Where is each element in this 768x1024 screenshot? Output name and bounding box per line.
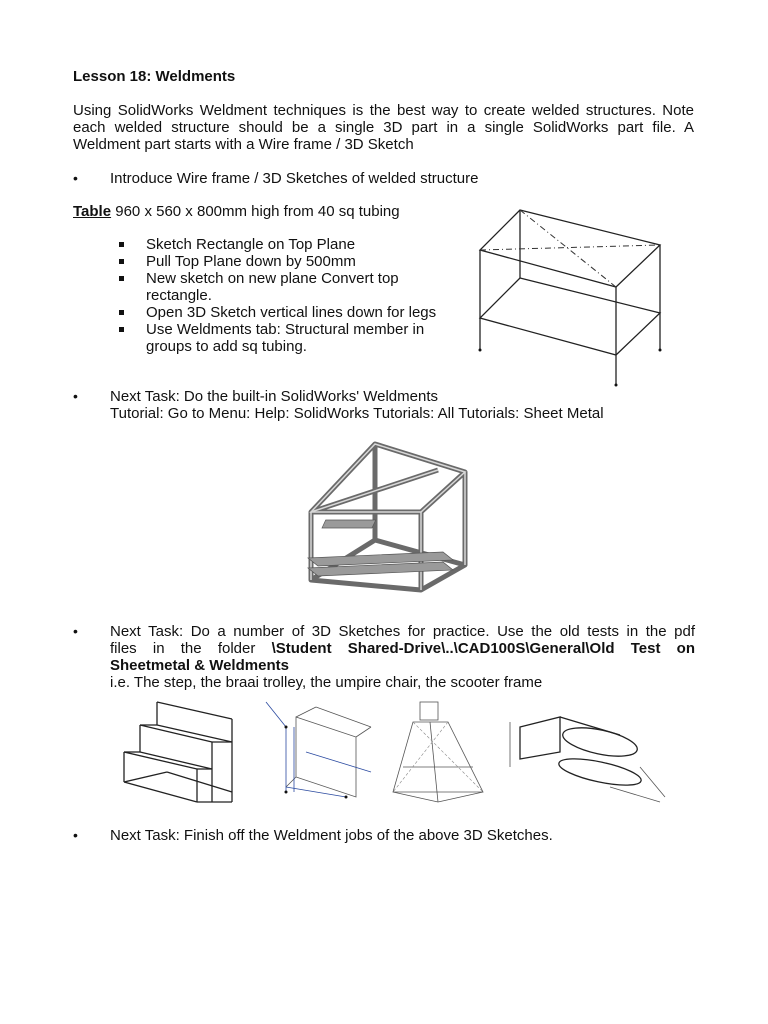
scooter-frame-sketch-figure — [500, 697, 668, 809]
square-bullet-icon — [119, 259, 124, 264]
intro-paragraph — [73, 102, 694, 153]
step-item-continued: groups to add sq tubing. — [146, 338, 307, 355]
table-steps-list — [119, 236, 449, 355]
bullet-icon: • — [73, 623, 78, 639]
step-item: New sketch on new plane Convert top — [119, 270, 449, 287]
bullet-icon: • — [73, 827, 78, 843]
square-bullet-icon — [119, 242, 124, 247]
lesson-title: Lesson 18: Weldments — [73, 68, 236, 85]
table-description: 960 x 560 x 800mm high from 40 sq tubing — [115, 203, 400, 220]
task-practice-sketches: Next Task: Do a number of 3D Sketches for practice. Use the old tests in the pdf files in the folder \Student Shared-Drive\..\CAD100S\General\Old Test on Sheetmetal & Weldments i.e. The step, the braai trolley, the umpire chair, the scooter frame — [110, 623, 696, 691]
table-wireframe-figure — [472, 205, 662, 390]
intro-line: Weldment part starts with a Wire frame / 3D Sketch — [73, 136, 414, 153]
bullet-icon: • — [73, 388, 78, 404]
square-bullet-icon — [119, 276, 124, 281]
folder-path-line: files in the folder \Student Shared-Drive\..\CAD100S\General\Old Test on — [110, 640, 696, 657]
bullet-text: Introduce Wire frame / 3D Sketches of welded structure — [110, 170, 479, 187]
square-bullet-icon — [119, 310, 124, 315]
task-finish-weldments: Next Task: Finish off the Weldment jobs of the above 3D Sketches. — [110, 827, 553, 844]
step-item-continued: rectangle. — [146, 287, 212, 304]
table-spec — [73, 203, 400, 220]
weldment-frame-render — [303, 440, 473, 605]
table-label: Table — [73, 203, 112, 220]
task-weldments-tutorial: Next Task: Do the built-in SolidWorks' Weldments Tutorial: Go to Menu: Help: SolidWorks Tutorials: All Tutorials: Sheet Metal — [110, 388, 604, 422]
folder-path: \Student Shared-Drive\..\CAD100S\General\Old Test on — [271, 640, 696, 657]
step-item: Use Weldments tab: Structural member in — [119, 321, 449, 338]
step-sketch-figure — [112, 697, 240, 809]
intro-line: each welded structure should be a single 3D part in a single SolidWorks part file. A — [73, 119, 694, 136]
bullet-icon: • — [73, 170, 78, 186]
folder-name: Sheetmetal & Weldments — [110, 657, 289, 674]
square-bullet-icon — [119, 327, 124, 332]
step-item: Pull Top Plane down by 500mm — [119, 253, 449, 270]
braai-trolley-sketch-figure — [246, 697, 376, 809]
step-item: Sketch Rectangle on Top Plane — [119, 236, 449, 253]
umpire-chair-sketch-figure — [388, 697, 488, 809]
step-item: Open 3D Sketch vertical lines down for legs — [119, 304, 449, 321]
intro-line: Using SolidWorks Weldment techniques is the best way to create welded structures. Note — [73, 102, 694, 119]
